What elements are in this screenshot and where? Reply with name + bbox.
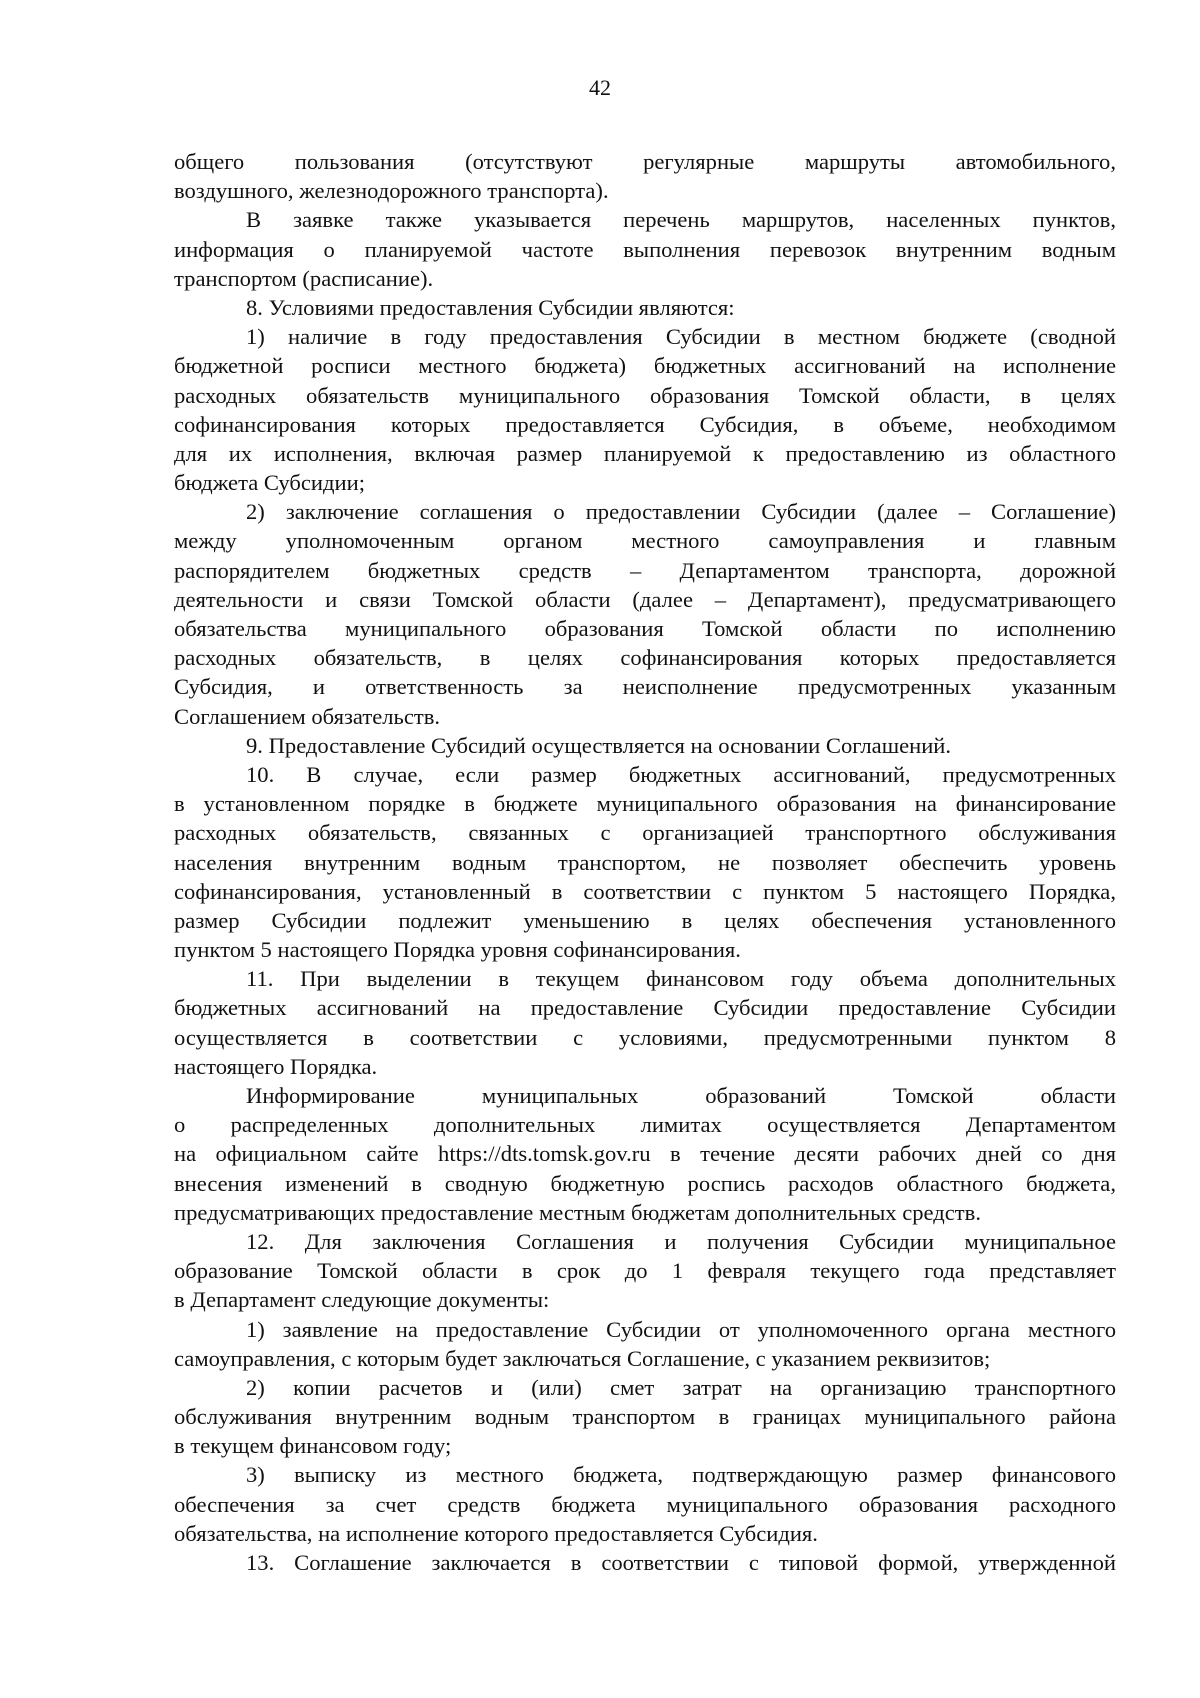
text-line: населения внутренним водным транспортом, не позволяет обеспечить уровень bbox=[174, 849, 1116, 875]
text-line: обязательства муниципального образования Томской области по исполнению bbox=[174, 616, 1116, 641]
text-line: воздушного, железнодорожного транспорта). bbox=[174, 178, 609, 204]
text-line: расходных обязательств, в целях софинансирования которых предоставляется bbox=[174, 645, 1116, 671]
text-line: образование Томской области в срок до 1 февраля текущего года представляет bbox=[174, 1258, 1116, 1284]
text-line: В заявке также указывается перечень маршрутов, населенных пунктов, bbox=[246, 207, 1116, 233]
text-line: Соглашением обязательств. bbox=[174, 703, 441, 729]
document-body bbox=[174, 147, 1116, 1577]
text-line: о распределенных дополнительных лимитах осуществляется Департаментом bbox=[174, 1112, 1116, 1138]
text-line: 2) копии расчетов и (или) смет затрат на организацию транспортного bbox=[246, 1374, 1116, 1400]
text-line: 9. Предоставление Субсидий осуществляется на основании Соглашений. bbox=[246, 732, 952, 758]
text-line: размер Субсидии подлежит уменьшению в целях обеспечения установленного bbox=[174, 907, 1116, 933]
text-line: бюджетных ассигнований на предоставление Субсидии предоставление Субсидии bbox=[174, 995, 1116, 1021]
text-line: между уполномоченным органом местного самоуправления и главным bbox=[174, 528, 1116, 554]
text-line: бюджетной росписи местного бюджета) бюджетных ассигнований на исполнение bbox=[174, 353, 1116, 379]
page-number: 42 bbox=[589, 75, 611, 100]
text-line: 11. При выделении в текущем финансовом году объема дополнительных bbox=[246, 966, 1116, 992]
text-line: настоящего Порядка. bbox=[174, 1053, 378, 1079]
text-line: Информирование муниципальных образований Томской области bbox=[246, 1083, 1116, 1108]
text-line: 3) выписку из местного бюджета, подтверждающую размер финансового bbox=[246, 1462, 1116, 1488]
text-line: обслуживания внутренним водным транспортом в границах муниципального района bbox=[174, 1404, 1116, 1430]
text-line: внесения изменений в сводную бюджетную роспись расходов областного бюджета, bbox=[174, 1170, 1116, 1196]
text-line: в Департамент следующие документы: bbox=[174, 1287, 550, 1313]
text-line: обеспечения за счет средств бюджета муниципального образования расходного bbox=[174, 1491, 1116, 1517]
text-line: обязательства, на исполнение которого предоставляется Субсидия. bbox=[174, 1520, 818, 1546]
text-line: Субсидия, и ответственность за неисполнение предусмотренных указанным bbox=[174, 674, 1116, 700]
text-line: информация о планируемой частоте выполнения перевозок внутренним водным bbox=[174, 236, 1116, 262]
text-line: самоуправления, с которым будет заключаться Соглашение, с указанием реквизитов; bbox=[174, 1345, 991, 1371]
text-line: осуществляется в соответствии с условиями, предусмотренными пунктом 8 bbox=[174, 1024, 1116, 1050]
text-line: 1) заявление на предоставление Субсидии от уполномоченного органа местного bbox=[246, 1316, 1116, 1342]
text-line: 13. Соглашение заключается в соответствии с типовой формой, утвержденной bbox=[246, 1550, 1116, 1575]
text-line: 12. Для заключения Соглашения и получения Субсидии муниципальное bbox=[246, 1228, 1116, 1254]
text-line: софинансирования которых предоставляется Субсидия, в объеме, необходимом bbox=[174, 411, 1116, 437]
text-line: на официальном сайте https://dts.tomsk.gov.ru в течение десяти рабочих дней со дня bbox=[174, 1141, 1116, 1167]
text-line: расходных обязательств, связанных с организацией транспортного обслуживания bbox=[174, 820, 1116, 846]
text-line: бюджета Субсидии; bbox=[174, 470, 365, 496]
text-line: в текущем финансовом году; bbox=[174, 1433, 452, 1459]
text-line: 2) заключение соглашения о предоставлении Субсидии (далее – Соглашение) bbox=[246, 499, 1116, 525]
text-line: пунктом 5 настоящего Порядка уровня софинансирования. bbox=[174, 937, 741, 963]
text-line: 8. Условиями предоставления Субсидии являются: bbox=[246, 294, 735, 320]
text-line: 1) наличие в году предоставления Субсидии в местном бюджете (сводной bbox=[246, 324, 1116, 350]
text-line: общего пользования (отсутствуют регулярные маршруты автомобильного, bbox=[174, 149, 1116, 174]
text-line: в установленном порядке в бюджете муниципального образования на финансирование bbox=[174, 791, 1116, 817]
text-line: 10. В случае, если размер бюджетных ассигнований, предусмотренных bbox=[246, 761, 1116, 787]
text-line: софинансирования, установленный в соответствии с пунктом 5 настоящего Порядка, bbox=[174, 878, 1116, 904]
text-line: для их исполнения, включая размер планируемой к предоставлению из областного bbox=[174, 440, 1116, 466]
text-line: предусматривающих предоставление местным бюджетам дополнительных средств. bbox=[174, 1199, 981, 1225]
text-line: расходных обязательств муниципального образования Томской области, в целях bbox=[174, 382, 1116, 408]
text-line: распорядителем бюджетных средств – Департаментом транспорта, дорожной bbox=[174, 557, 1116, 583]
text-line: деятельности и связи Томской области (далее – Департамент), предусматривающего bbox=[174, 586, 1116, 612]
text-line: транспортом (расписание). bbox=[174, 265, 434, 291]
